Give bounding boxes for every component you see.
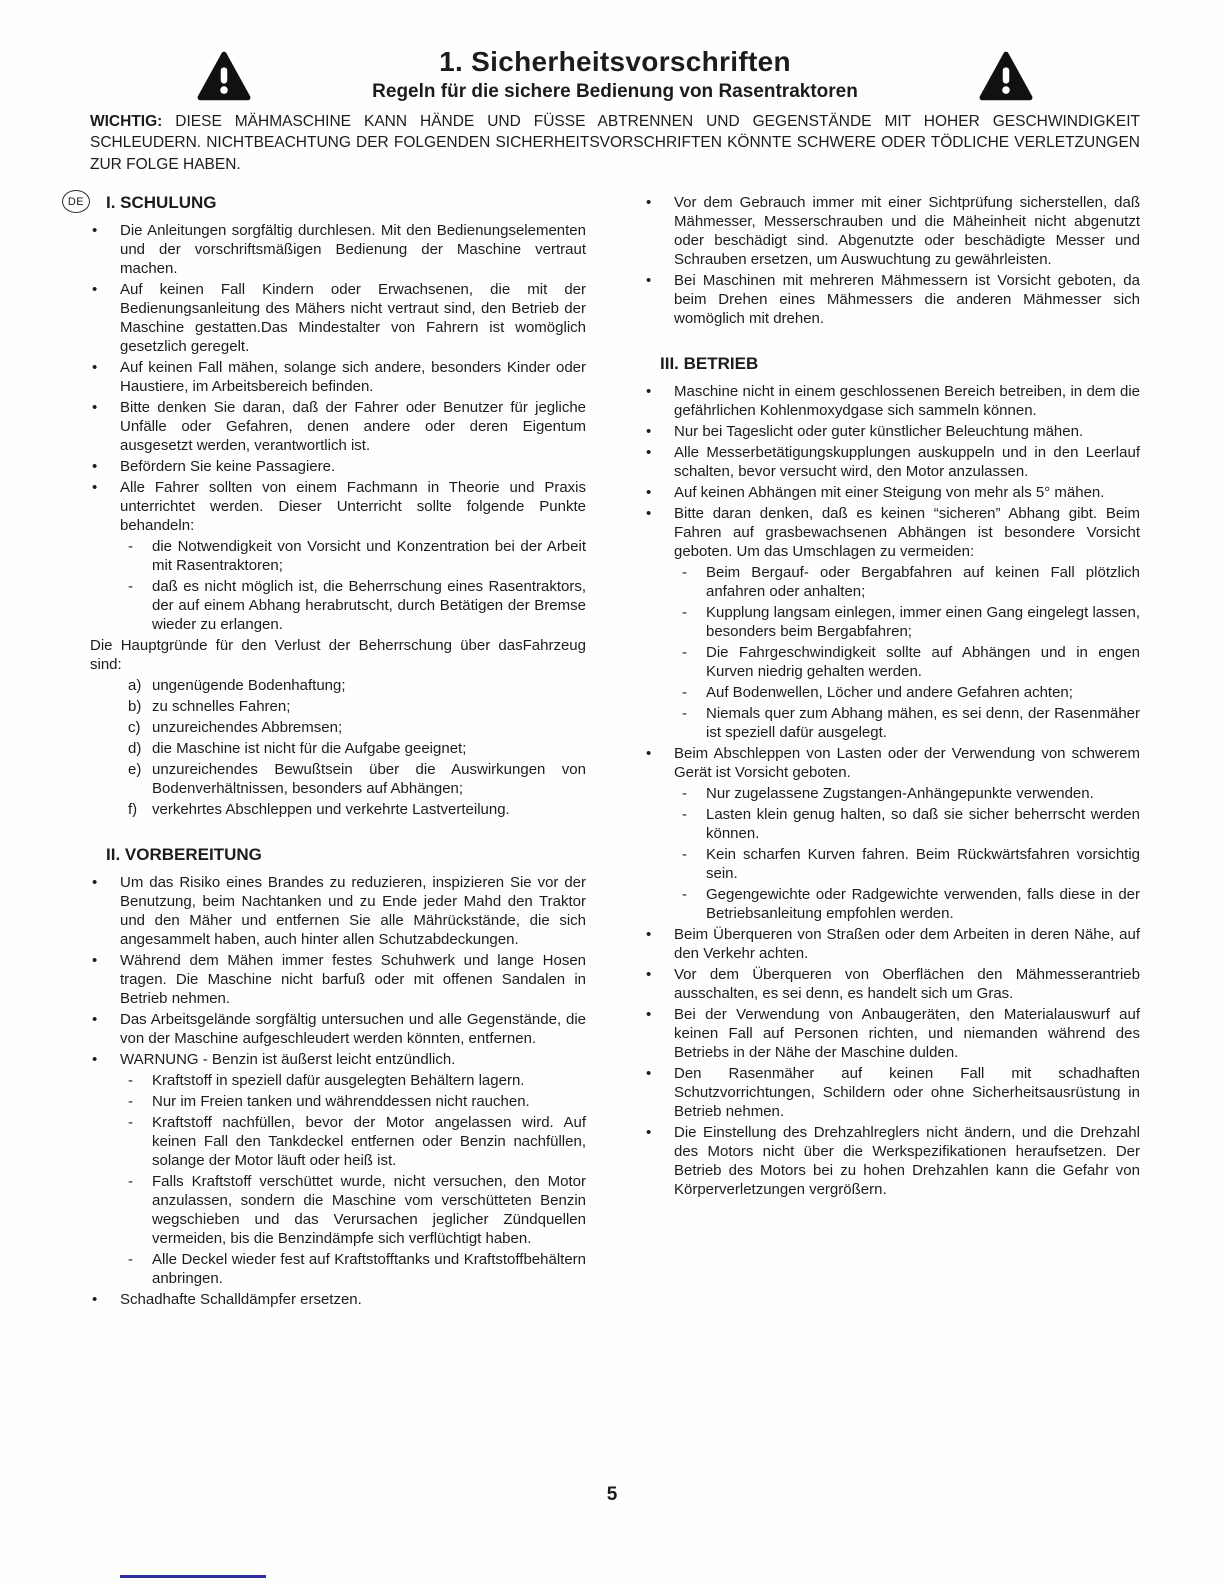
list-marker: • — [92, 952, 98, 970]
bullet-item — [90, 280, 586, 356]
list-marker: - — [128, 578, 133, 596]
list-marker: • — [646, 745, 652, 763]
list-marker: - — [682, 806, 687, 824]
list-marker: - — [682, 684, 687, 702]
sub-item — [90, 760, 586, 798]
item-text: Kein scharfen Kurven fahren. Beim Rückwärtsfahren vorsichtig sein. — [706, 846, 1140, 883]
page-title: 1. Sicherheitsvorschriften — [439, 46, 791, 77]
item-text: Niemals quer zum Abhang mähen, es sei denn, der Rasenmäher ist speziell dafür ausgelegt. — [706, 705, 1140, 742]
sub-item — [90, 1071, 586, 1090]
section-heading-text: I. SCHULUNG — [106, 193, 217, 213]
page-subtitle: Regeln für die sichere Bedienung von Rasentraktoren — [372, 81, 858, 102]
bullet-item — [90, 478, 586, 535]
item-text: Befördern Sie keine Passagiere. — [120, 458, 336, 476]
list-marker: • — [92, 281, 98, 299]
paragraph — [90, 636, 586, 674]
sub-item — [644, 603, 1140, 641]
bullet-item — [90, 1010, 586, 1048]
list-marker: • — [646, 1124, 652, 1142]
item-text: ungenügende Bodenhaftung; — [152, 677, 346, 695]
sub-item — [644, 784, 1140, 803]
item-text: Auf keinen Fall Kindern oder Erwachsenen, die mit der Bedienungsanleitung des Mähers nicht vertraut sind, den Betrieb der Maschine gestatten.Das Mindestalter von Fahrern ist womöglich gesetzlich geregelt. — [120, 281, 586, 356]
item-text: Das Arbeitsgelände sorgfältig untersuchen und alle Gegenstände, die von der Maschine aufgeschleudert werden könnten, entfernen. — [120, 1011, 586, 1048]
list-marker: • — [92, 874, 98, 892]
item-text: Bei der Verwendung von Anbaugeräten, den Materialauswurf auf keinen Fall auf Personen richten, und niemanden während des Betriebs in der Nähe der Maschine dulden. — [674, 1006, 1140, 1062]
sub-item — [90, 537, 586, 575]
list-marker: • — [92, 399, 98, 417]
item-text: Nur im Freien tanken und währenddessen nicht rauchen. — [152, 1093, 530, 1111]
sub-item — [90, 697, 586, 716]
right-column — [644, 193, 1140, 1311]
bullet-item — [644, 382, 1140, 420]
item-text: Während dem Mähen immer festes Schuhwerk und lange Hosen tragen. Die Maschine nicht barfuß oder mit offenen Sandalen in Betrieb nehmen. — [120, 952, 586, 1008]
bullet-item — [644, 504, 1140, 561]
item-text: Kraftstoff in speziell dafür ausgelegten Behältern lagern. — [152, 1072, 525, 1090]
list-marker: • — [646, 444, 652, 462]
section-heading — [67, 193, 586, 213]
list-marker: • — [646, 423, 652, 441]
warning-triangle-icon — [979, 50, 1033, 102]
important-text: DIESE MÄHMASCHINE KANN HÄNDE UND FÜSSE ABTRENNEN UND GEGENSTÄNDE MIT HOHER GESCHWINDIGKEIT SCHLEUDERN. NICHTBEACHTUNG DER FOLGENDEN SICHERHEITSVORSCHRIFTEN KÖNNTE SCHWERE ODER TÖDLICHE VERLETZUNGEN ZUR FOLGE HABEN. — [90, 113, 1140, 173]
sub-item — [644, 845, 1140, 883]
list-marker: • — [92, 479, 98, 497]
sub-item — [90, 1092, 586, 1111]
two-column-body — [67, 193, 1140, 1311]
bullet-item — [644, 443, 1140, 481]
page-number: 5 — [606, 1484, 618, 1505]
list-marker: e) — [128, 761, 142, 779]
important-notice — [90, 111, 1140, 175]
list-marker: • — [646, 1065, 652, 1083]
sub-item — [644, 683, 1140, 702]
sub-item — [644, 704, 1140, 742]
sub-item — [90, 739, 586, 758]
item-text: Vor dem Gebrauch immer mit einer Sichtprüfung sicherstellen, daß Mähmesser, Messerschrauben und die Mäheinheit nicht abgenutzt oder beschädigt sind. Abgenutzte oder beschädigte Messer und Schrauben ersetzen, um Auswuchtung zu gewährleisten. — [674, 194, 1140, 269]
list-marker: • — [646, 1006, 652, 1024]
sub-item — [644, 563, 1140, 601]
list-marker: - — [682, 705, 687, 723]
list-marker: • — [646, 926, 652, 944]
list-marker: - — [128, 538, 133, 556]
bullet-item — [644, 271, 1140, 328]
list-marker: • — [646, 194, 652, 212]
list-marker: - — [128, 1251, 133, 1269]
list-marker: - — [682, 604, 687, 622]
item-text: Nur zugelassene Zugstangen-Anhängepunkte verwenden. — [706, 785, 1094, 803]
section-heading-text: III. BETRIEB — [660, 354, 759, 374]
list-marker: • — [646, 272, 652, 290]
item-text: Schadhafte Schalldämpfer ersetzen. — [120, 1291, 362, 1309]
list-marker: - — [682, 846, 687, 864]
item-text: die Notwendigkeit von Vorsicht und Konzentration bei der Arbeit mit Rasentraktoren; — [152, 538, 586, 575]
list-marker: • — [646, 505, 652, 523]
bullet-item — [644, 193, 1140, 269]
list-marker: • — [92, 458, 98, 476]
item-text: Beim Bergauf- oder Bergabfahren auf keinen Fall plötzlich anfahren oder anhalten; — [706, 564, 1140, 601]
item-text: Bitte daran denken, daß es keinen “sicheren” Abhang gibt. Beim Fahren auf grasbewachsenen Abhängen ist besondere Vorsicht geboten. Um das Umschlagen zu vermeiden: — [674, 505, 1140, 561]
bullet-item — [90, 1290, 586, 1309]
bullet-item — [90, 358, 586, 396]
item-text: Die Anleitungen sorgfältig durchlesen. Mit den Bedienungselementen und der vorschriftsmäßigen Bedienung der Maschine vertraut machen. — [120, 222, 586, 278]
bullet-item — [644, 1064, 1140, 1121]
bullet-item — [90, 221, 586, 278]
sub-item — [90, 577, 586, 634]
item-text: Auf keinen Abhängen mit einer Steigung von mehr als 5° mähen. — [674, 484, 1105, 502]
list-marker: • — [92, 1051, 98, 1069]
item-text: daß es nicht möglich ist, die Beherrschung eines Rasentraktors, der auf einem Abhang herabrutscht, durch Betätigen der Bremse wieder zu erlangen. — [152, 578, 586, 634]
list-marker: - — [128, 1114, 133, 1132]
list-marker: - — [128, 1093, 133, 1111]
page-header — [90, 46, 1140, 103]
section-heading — [106, 845, 586, 865]
list-marker: a) — [128, 677, 142, 695]
warning-triangle-icon — [197, 50, 251, 102]
list-marker: • — [646, 383, 652, 401]
bullet-item — [644, 483, 1140, 502]
bullet-item — [644, 1005, 1140, 1062]
list-marker: c) — [128, 719, 141, 737]
item-text: Auf keinen Fall mähen, solange sich andere, besonders Kinder oder Haustiere, im Arbeitsbereich befinden. — [120, 359, 586, 396]
section-heading-text: II. VORBEREITUNG — [106, 845, 262, 865]
item-text: WARNUNG - Benzin ist äußerst leicht entzündlich. — [120, 1051, 456, 1069]
bullet-item — [644, 925, 1140, 963]
list-marker: f) — [128, 801, 138, 819]
sub-item — [90, 1250, 586, 1288]
item-text: Die Hauptgründe für den Verlust der Beherrschung über dasFahrzeug sind: — [90, 637, 586, 674]
item-text: unzureichendes Abbremsen; — [152, 719, 343, 737]
sub-item — [90, 1172, 586, 1248]
bullet-item — [644, 965, 1140, 1003]
left-column — [67, 193, 586, 1311]
bullet-item — [644, 744, 1140, 782]
bullet-item — [90, 1050, 586, 1069]
item-text: Lasten klein genug halten, so daß sie sicher beherrscht werden können. — [706, 806, 1140, 843]
item-text: Beim Abschleppen von Lasten oder der Verwendung von schwerem Gerät ist Vorsicht geboten. — [674, 745, 1140, 782]
list-marker: b) — [128, 698, 142, 716]
item-text: Den Rasenmäher auf keinen Fall mit schadhaften Schutzvorrichtungen, Schildern oder ohne Sicherheitsausrüstung in Betrieb nehmen. — [674, 1065, 1140, 1121]
item-text: Alle Messerbetätigungskupplungen auskuppeln und in den Leerlauf schalten, bevor versucht wird, den Motor anzulassen. — [674, 444, 1140, 481]
sub-item — [90, 676, 586, 695]
list-marker: - — [128, 1072, 133, 1090]
bullet-item — [90, 951, 586, 1008]
list-marker: • — [92, 359, 98, 377]
item-text: Kupplung langsam einlegen, immer einen Gang eingelegt lassen, besonders beim Bergabfahren; — [706, 604, 1140, 641]
item-text: die Maschine ist nicht für die Aufgabe geeignet; — [152, 740, 467, 758]
sub-item — [90, 718, 586, 737]
list-marker: - — [682, 564, 687, 582]
bullet-item — [644, 1123, 1140, 1199]
item-text: Falls Kraftstoff verschüttet wurde, nicht versuchen, den Motor anzulassen, sondern die Maschine vom verschütteten Benzin wegschieben und das Verursachen jeglicher Zündquellen vermeiden, bis die Benzindämpfe sich verflüchtigt haben. — [152, 1173, 586, 1248]
item-text: Bei Maschinen mit mehreren Mähmessern ist Vorsicht geboten, da beim Drehen eines Mähmessers die anderen Mähmesser sich womöglich mit drehen. — [674, 272, 1140, 328]
item-text: Kraftstoff nachfüllen, bevor der Motor angelassen wird. Auf keinen Fall den Tankdeckel entfernen oder Benzin nachfüllen, solange der Motor läuft oder heiß ist. — [152, 1114, 586, 1170]
list-marker: d) — [128, 740, 142, 758]
list-marker: - — [682, 886, 687, 904]
important-label: WICHTIG: — [90, 113, 163, 130]
bullet-item — [90, 873, 586, 949]
sub-item — [644, 643, 1140, 681]
sub-item — [644, 885, 1140, 923]
item-text: Die Einstellung des Drehzahlreglers nicht ändern, und die Drehzahl des Motors nicht über die Werkspezifikationen heraufsetzen. Der Betrieb des Motors bei zu hohen Drehzahlen kann die Gefahr von Körperverletzungen vergrößern. — [674, 1124, 1140, 1199]
footer-line — [120, 1575, 266, 1578]
item-text: Auf Bodenwellen, Löcher und andere Gefahren achten; — [706, 684, 1073, 702]
item-text: unzureichendes Bewußtsein über die Auswirkungen von Bodenverhältnissen, besonders auf Abhängen; — [152, 761, 586, 798]
bullet-item — [90, 398, 586, 455]
bullet-item — [644, 422, 1140, 441]
list-marker: • — [646, 484, 652, 502]
item-text: Um das Risiko eines Brandes zu reduzieren, inspizieren Sie vor der Benutzung, beim Nachtanken und zu Ende jeder Mahd den Traktor und den Mäher und entfernen Sie alle Mährückstände, die sich angesammelt haben, auch hinter allen Schutzabdeckungen. — [120, 874, 586, 949]
list-marker: • — [646, 966, 652, 984]
list-marker: • — [92, 1011, 98, 1029]
sub-item — [90, 1113, 586, 1170]
title-block — [305, 46, 925, 103]
list-marker: - — [682, 785, 687, 803]
item-text: Nur bei Tageslicht oder guter künstlicher Beleuchtung mähen. — [674, 423, 1084, 441]
item-text: Vor dem Überqueren von Oberflächen den Mähmesserantrieb ausschalten, es sei denn, es handelt sich um Gras. — [674, 966, 1140, 1003]
sub-item — [90, 800, 586, 819]
list-marker: • — [92, 222, 98, 240]
sub-item — [644, 805, 1140, 843]
item-text: Bitte denken Sie daran, daß der Fahrer oder Benutzer für jegliche Unfälle oder Gefahren, denen andere oder deren Eigentum ausgesetzt werden, verantwortlich ist. — [120, 399, 586, 455]
list-marker: - — [682, 644, 687, 662]
item-text: Alle Deckel wieder fest auf Kraftstofftanks und Kraftstoffbehältern anbringen. — [152, 1251, 586, 1288]
item-text: zu schnelles Fahren; — [152, 698, 291, 716]
item-text: Gegengewichte oder Radgewichte verwenden, falls diese in der Betriebsanleitung empfohlen werden. — [706, 886, 1140, 923]
item-text: Die Fahrgeschwindigkeit sollte auf Abhängen und in engen Kurven niedrig gehalten werden. — [706, 644, 1140, 681]
section-heading — [660, 354, 1140, 374]
list-marker: - — [128, 1173, 133, 1191]
item-text: Alle Fahrer sollten von einem Fachmann in Theorie und Praxis unterrichtet werden. Dieser Unterricht sollte folgende Punkte behandeln: — [120, 479, 586, 535]
item-text: Beim Überqueren von Straßen oder dem Arbeiten in deren Nähe, auf den Verkehr achten. — [674, 926, 1140, 963]
bullet-item — [90, 457, 586, 476]
list-marker: • — [92, 1291, 98, 1309]
item-text: Maschine nicht in einem geschlossenen Bereich betreiben, in dem die gefährlichen Kohlenmoxydgase sich sammeln können. — [674, 383, 1140, 420]
item-text: verkehrtes Abschleppen und verkehrte Lastverteilung. — [152, 801, 510, 819]
language-badge: DE — [62, 190, 90, 213]
